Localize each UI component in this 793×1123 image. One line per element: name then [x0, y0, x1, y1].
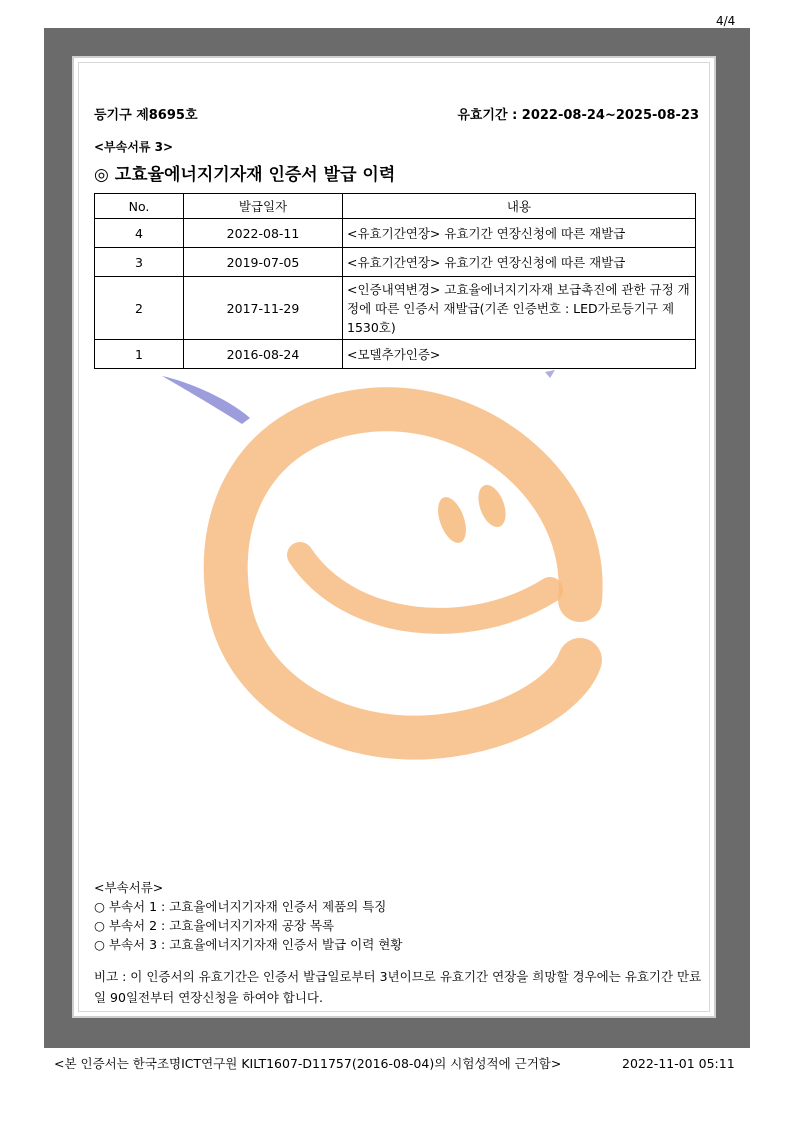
validity-period: 유효기간 : 2022-08-24~2025-08-23 — [457, 108, 699, 123]
header-no: No. — [95, 194, 184, 219]
header-date: 발급일자 — [184, 194, 343, 219]
row-date: 2019-07-05 — [184, 248, 343, 277]
row-no: 2 — [95, 277, 184, 340]
row-content: <유효기간연장> 유효기간 연장신청에 따른 재발급 — [343, 248, 696, 277]
footer-basis: <본 인증서는 한국조명ICT연구원 KILT1607-D11757(2016-08-04)의 시험성적에 근거함> — [54, 1056, 562, 1071]
attachment-item: ○ 부속서 2 : 고효율에너지기자재 공장 목록 — [94, 918, 335, 933]
registration-number: 등기구 제8695호 — [94, 108, 198, 123]
row-no: 3 — [95, 248, 184, 277]
table-row — [95, 219, 696, 248]
row-content: <유효기간연장> 유효기간 연장신청에 따른 재발급 — [343, 219, 696, 248]
attachment-list-title: <부속서류> — [94, 880, 164, 895]
row-date: 2016-08-24 — [184, 340, 343, 369]
row-date: 2017-11-29 — [184, 277, 343, 340]
row-date: 2022-08-11 — [184, 219, 343, 248]
watermark-eye-right — [473, 481, 511, 531]
table-header-row — [95, 194, 696, 219]
table-row — [95, 248, 696, 277]
attachment-item: ○ 부속서 3 : 고효율에너지기자재 인증서 발급 이력 현황 — [94, 937, 403, 952]
watermark-swirl — [226, 409, 581, 737]
watermark-eye-left — [433, 493, 472, 546]
table-row — [95, 340, 696, 369]
attachment-list — [94, 878, 402, 954]
attachment-tag: <부속서류 3> — [94, 140, 174, 154]
watermark-smile — [300, 555, 550, 621]
watermark-blue-stroke — [162, 376, 250, 424]
footer-timestamp: 2022-11-01 05:11 — [622, 1056, 735, 1071]
watermark-logo — [150, 370, 620, 770]
issuance-history-table — [94, 193, 696, 369]
row-no: 4 — [95, 219, 184, 248]
table-row — [95, 277, 696, 340]
row-content: <인증내역변경> 고효율에너지기자재 보급촉진에 관한 규정 개정에 따른 인증서 재발급(기존 인증번호 : LED가로등기구 제1530호) — [343, 277, 696, 340]
attachment-item: ○ 부속서 1 : 고효율에너지기자재 인증서 제품의 특징 — [94, 899, 387, 914]
row-content: <모델추가인증> — [343, 340, 696, 369]
header-content: 내용 — [343, 194, 696, 219]
page-number: 4/4 — [716, 14, 736, 28]
remarks-note: 비고 : 이 인증서의 유효기간은 인증서 발급일로부터 3년이므로 유효기간 연장을 희망할 경우에는 유효기간 만료일 90일전부터 연장신청을 하여야 합니다. — [94, 969, 702, 1005]
watermark-blue-stroke-2 — [545, 370, 555, 378]
section-title: ◎ 고효율에너지기자재 인증서 발급 이력 — [94, 165, 396, 185]
row-no: 1 — [95, 340, 184, 369]
